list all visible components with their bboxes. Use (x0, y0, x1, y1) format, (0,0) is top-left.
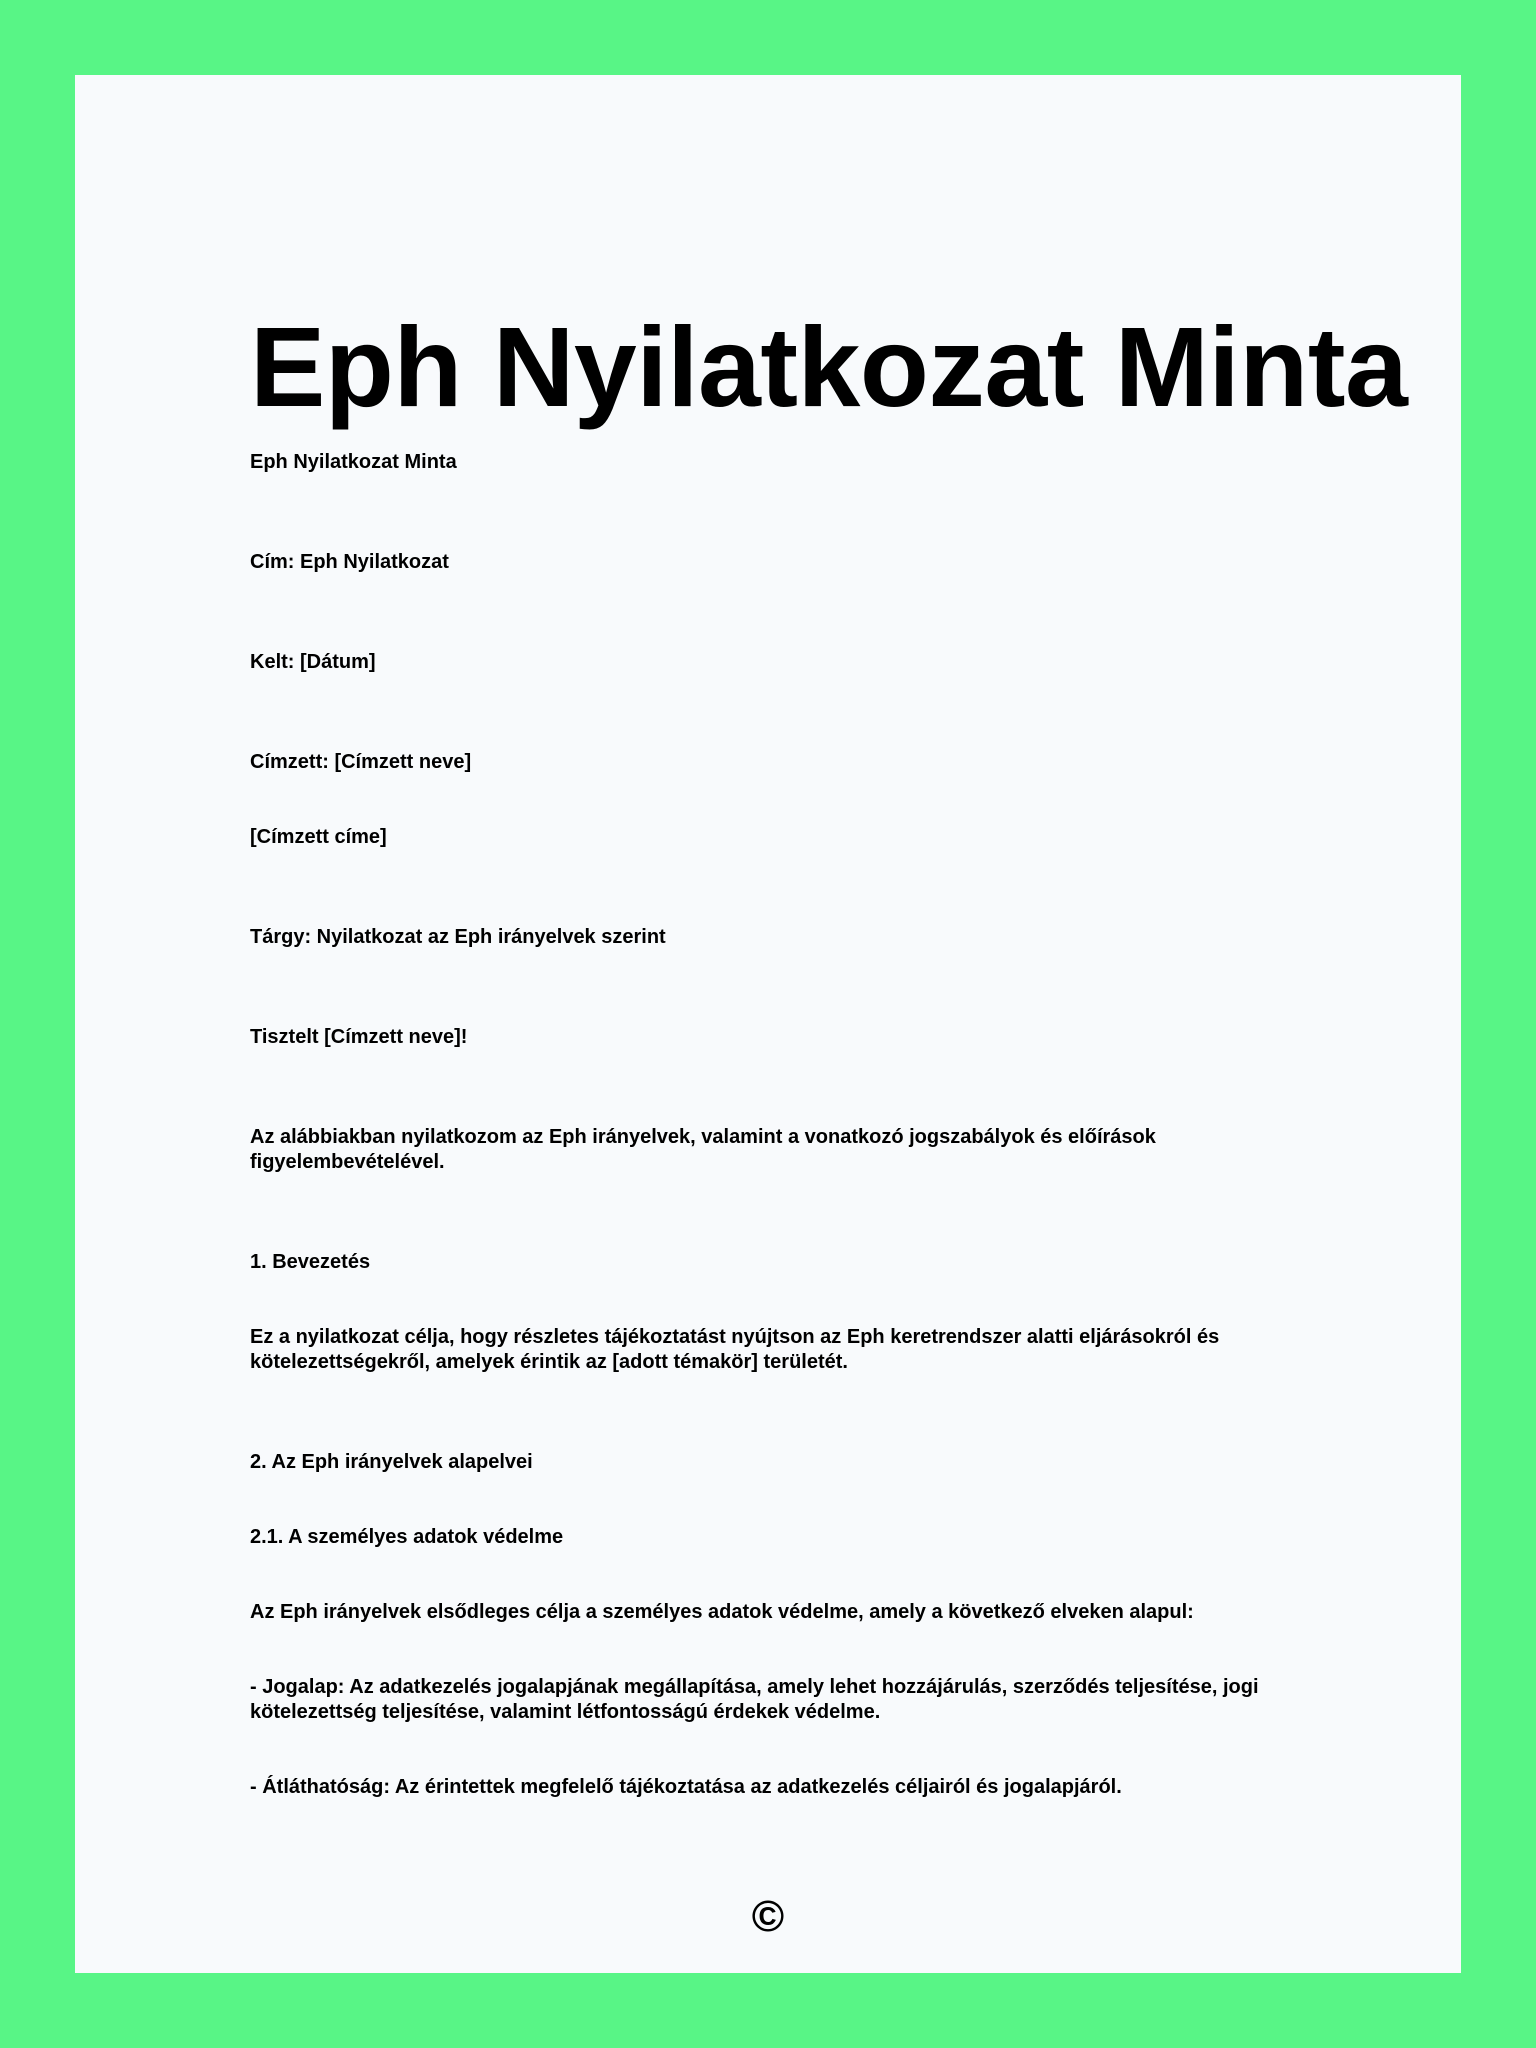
paragraph-greeting: Tisztelt [Címzett neve]! (250, 1026, 468, 1048)
list-item-legal-basis: - Jogalap: Az adatkezelés jogalapjának megállapítása, amely lehet hozzájárulás, szerződés teljesítése, jogi kötelezettség teljesítése, valamint létfontosságú érdekek védelme. (250, 1676, 1259, 1723)
paragraph-date: Kelt: [Dátum] (250, 651, 376, 673)
document-page (75, 75, 1461, 1973)
list-item-transparency: - Átláthatóság: Az érintettek megfelelő tájékoztatása az adatkezelés céljairól és jogalapjáról. (250, 1776, 1122, 1798)
paragraph-data-protection: Az Eph irányelvek elsődleges célja a személyes adatok védelme, amely a következő elveken alapul: (250, 1601, 1194, 1623)
subsection-heading-data-protection: 2.1. A személyes adatok védelme (250, 1526, 564, 1548)
paragraph-recipient-address: [Címzett címe] (250, 826, 387, 848)
paragraph-intro: Az alábbiakban nyilatkozom az Eph irányelvek, valamint a vonatkozó jogszabályok és előírások figyelembevételével. (250, 1126, 1156, 1173)
paragraph-subject-title: Cím: Eph Nyilatkozat (250, 551, 449, 573)
paragraph-purpose: Ez a nyilatkozat célja, hogy részletes tájékoztatást nyújtson az Eph keretrendszer alatti eljárásokról és kötelezettségekről, amelyek érintik az [adott témakör] területét. (250, 1326, 1220, 1373)
paragraph-recipient-name: Címzett: [Címzett neve] (250, 751, 472, 773)
paragraph-subject: Tárgy: Nyilatkozat az Eph irányelvek szerint (250, 926, 666, 948)
section-heading-principles: 2. Az Eph irányelvek alapelvei (250, 1451, 533, 1473)
paragraph-heading: Eph Nyilatkozat Minta (250, 451, 457, 473)
copyright-icon: © (751, 1892, 785, 1941)
document-title: Eph Nyilatkozat Minta (250, 304, 1408, 430)
section-heading-introduction: 1. Bevezetés (250, 1251, 371, 1273)
